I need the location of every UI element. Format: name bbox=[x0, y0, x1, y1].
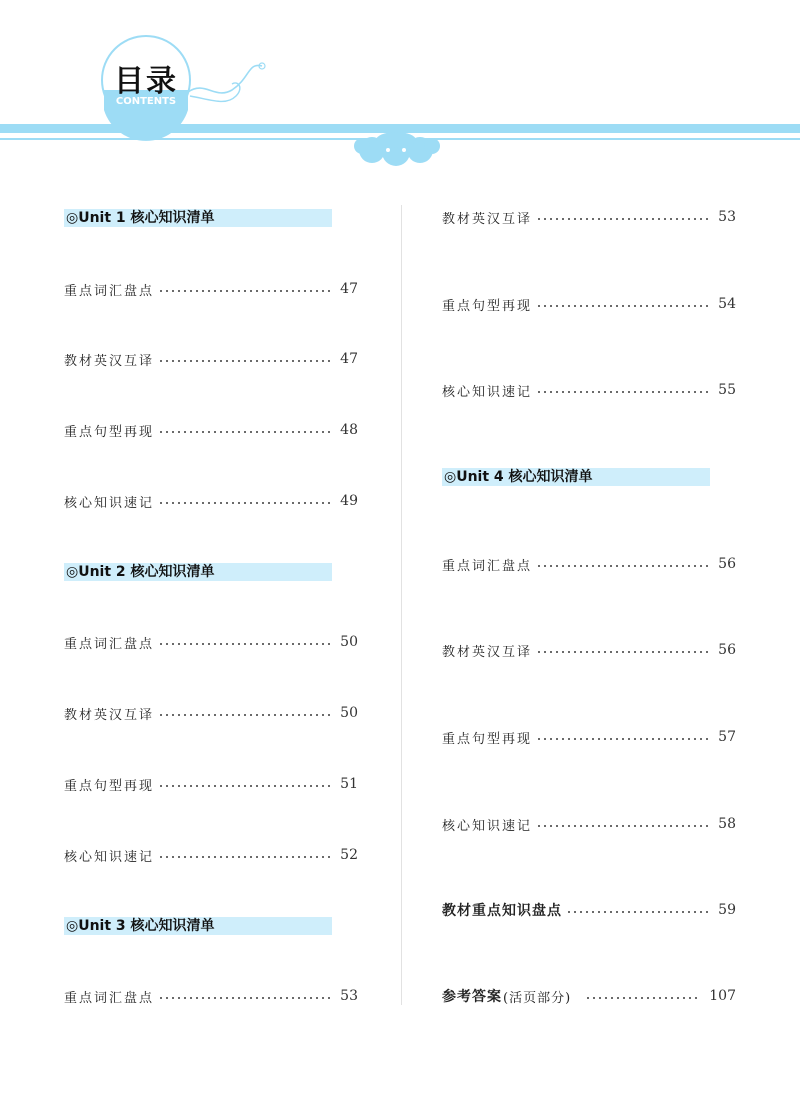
dot-leader bbox=[158, 290, 332, 292]
entry-page: 50 bbox=[340, 634, 358, 650]
toc-entry[interactable] bbox=[64, 986, 358, 1006]
toc-entry[interactable] bbox=[64, 845, 358, 865]
entry-label: 核心知识速记 bbox=[64, 495, 155, 511]
dot-leader bbox=[536, 305, 710, 307]
entry-label: 重点词汇盘点 bbox=[64, 283, 155, 299]
entry-label: 重点词汇盘点 bbox=[64, 636, 155, 652]
entry-suffix: (活页部分) bbox=[503, 990, 572, 1006]
toc-entry[interactable] bbox=[64, 279, 358, 299]
entry-page: 50 bbox=[340, 705, 358, 721]
entry-label: 核心知识速记 bbox=[64, 849, 155, 865]
entry-label: 重点句型再现 bbox=[64, 424, 155, 440]
dot-leader bbox=[566, 911, 710, 913]
entry-label: 教材重点知识盘点 bbox=[442, 903, 562, 919]
entry-page: 57 bbox=[718, 729, 736, 745]
dot-leader bbox=[536, 651, 710, 653]
section-unit3: ◎Unit 3 核心知识清单 bbox=[64, 917, 332, 935]
entry-label: 重点句型再现 bbox=[64, 778, 155, 794]
toc-entry-answers[interactable] bbox=[442, 986, 736, 1006]
section-unit1: ◎Unit 1 核心知识清单 bbox=[64, 209, 332, 227]
entry-label: 教材英汉互译 bbox=[64, 353, 155, 369]
section-unit2: ◎Unit 2 核心知识清单 bbox=[64, 563, 332, 581]
toc-entry[interactable] bbox=[64, 632, 358, 652]
dot-leader bbox=[158, 714, 332, 716]
dot-leader bbox=[536, 391, 710, 393]
entry-label: 重点句型再现 bbox=[442, 731, 533, 747]
entry-label: 核心知识速记 bbox=[442, 818, 533, 834]
entry-page: 54 bbox=[718, 296, 736, 312]
entry-label: 重点句型再现 bbox=[442, 298, 533, 314]
column-divider bbox=[401, 205, 402, 1005]
section-unit4: ◎Unit 4 核心知识清单 bbox=[442, 468, 710, 486]
entry-label: 参考答案 bbox=[442, 989, 502, 1005]
entry-page: 53 bbox=[340, 988, 358, 1004]
toc-entry[interactable] bbox=[64, 420, 358, 440]
entry-label: 重点词汇盘点 bbox=[442, 558, 533, 574]
entry-page: 55 bbox=[718, 382, 736, 398]
dot-leader bbox=[158, 997, 332, 999]
toc-entry[interactable] bbox=[64, 491, 358, 511]
toc-entry-key-knowledge[interactable] bbox=[442, 900, 736, 920]
entry-page: 48 bbox=[340, 422, 358, 438]
toc-entry[interactable] bbox=[442, 294, 736, 314]
toc-entry[interactable] bbox=[442, 640, 736, 660]
dot-leader bbox=[158, 643, 332, 645]
dot-leader bbox=[158, 431, 332, 433]
header-banner bbox=[0, 0, 800, 180]
toc-entry[interactable] bbox=[442, 727, 736, 747]
entry-label: 教材英汉互译 bbox=[442, 644, 533, 660]
dot-leader bbox=[536, 738, 710, 740]
entry-page: 56 bbox=[718, 556, 736, 572]
toc-entry[interactable] bbox=[64, 349, 358, 369]
entry-page: 53 bbox=[718, 209, 736, 225]
entry-page: 58 bbox=[718, 816, 736, 832]
entry-page: 59 bbox=[718, 902, 736, 918]
dot-leader bbox=[158, 785, 332, 787]
toc-entry[interactable] bbox=[442, 554, 736, 574]
entry-page: 107 bbox=[709, 988, 736, 1004]
entry-page: 47 bbox=[340, 351, 358, 367]
entry-page: 47 bbox=[340, 281, 358, 297]
entry-label: 重点词汇盘点 bbox=[64, 990, 155, 1006]
dot-leader bbox=[158, 360, 332, 362]
dot-leader bbox=[158, 856, 332, 858]
dot-leader bbox=[536, 565, 710, 567]
dot-leader bbox=[585, 997, 701, 999]
entry-label: 教材英汉互译 bbox=[64, 707, 155, 723]
dot-leader bbox=[536, 825, 710, 827]
toc-entry[interactable] bbox=[64, 774, 358, 794]
dot-leader bbox=[158, 502, 332, 504]
toc-entry[interactable] bbox=[442, 814, 736, 834]
entry-label: 教材英汉互译 bbox=[442, 211, 533, 227]
entry-page: 51 bbox=[340, 776, 358, 792]
entry-page: 49 bbox=[340, 493, 358, 509]
toc-entry[interactable] bbox=[64, 703, 358, 723]
page-title: 目录 bbox=[114, 64, 178, 99]
entry-page: 56 bbox=[718, 642, 736, 658]
entry-label: 核心知识速记 bbox=[442, 384, 533, 400]
page-subtitle: CONTENTS bbox=[115, 96, 177, 107]
toc-entry[interactable] bbox=[442, 380, 736, 400]
toc-entry[interactable] bbox=[442, 207, 736, 227]
entry-page: 52 bbox=[340, 847, 358, 863]
dot-leader bbox=[536, 218, 710, 220]
